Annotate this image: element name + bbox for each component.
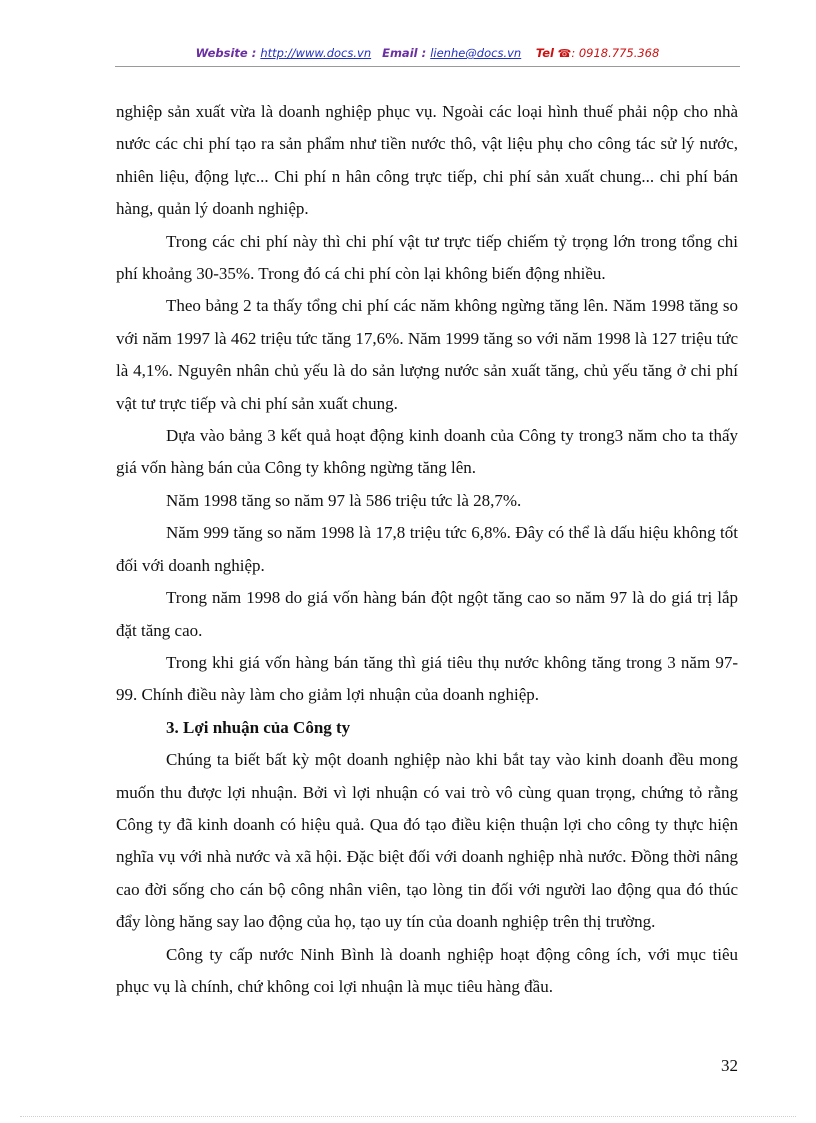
tel-number: : 0918.775.368	[571, 46, 660, 60]
body-paragraph: Theo bảng 2 ta thấy tổng chi phí các năm không ngừng tăng lên. Năm 1998 tăng so với năm 1997 là 462 triệu tức tăng 17,6%. Năm 1999 tăng so với năm 1998 là 127 triệu tức là 4,1%. Nguyên nhân chủ yếu là do sản lượng nước sản xuất tăng, chủ yếu tăng ở chi phí vật tư trực tiếp và chi phí sản xuất chung.	[116, 296, 738, 413]
email-link[interactable]: lienhe@docs.vn	[430, 46, 522, 60]
document-body	[116, 96, 738, 1003]
page-number: 32	[721, 1056, 738, 1075]
email-separator: :	[417, 46, 431, 60]
body-paragraph: Công ty cấp nước Ninh Bình là doanh nghiệp hoạt động công ích, với mục tiêu phục vụ là chính, chứ không coi lợi nhuận là mục tiêu hàng đầu.	[116, 944, 738, 996]
body-paragraph: nghiệp sản xuất vừa là doanh nghiệp phục vụ. Ngoài các loại hình thuế phải nộp cho nhà nước các chi phí tạo ra sản phẩm như tiền nước thô, vật liệu phụ cho công tác sử lý nước, nhiên liệu, động lực... Chi phí n hân công trực tiếp, chi phí sản xuất chung... chi phí bán hàng, quản lý doanh nghiệp.	[116, 102, 738, 219]
website-link[interactable]: http://www.docs.vn	[260, 46, 372, 60]
body-paragraph: Trong các chi phí này thì chi phí vật tư trực tiếp chiếm tỷ trọng lớn trong tổng chi phí khoảng 30-35%. Trong đó cá chi phí còn lại không biến động nhiều.	[116, 231, 738, 284]
website-label: Website	[195, 46, 248, 60]
body-paragraph: Năm 999 tăng so năm 1998 là 17,8 triệu tức 6,8%. Đây có thể là dấu hiệu không tốt đối với doanh nghiệp.	[116, 523, 738, 575]
page-bottom-border	[20, 1116, 796, 1117]
website-separator: :	[247, 46, 261, 60]
email-label: Email	[382, 46, 418, 60]
phone-icon: ☎	[557, 47, 572, 60]
body-paragraph: Trong khi giá vốn hàng bán tăng thì giá tiêu thụ nước không tăng trong 3 năm 97-99. Chính điều này làm cho giảm lợi nhuận của doanh nghiệp.	[116, 652, 738, 705]
tel-label: Tel	[535, 46, 554, 60]
page-header	[115, 46, 740, 60]
body-paragraph: Chúng ta biết bất kỳ một doanh nghiệp nào khi bắt tay vào kinh doanh đều mong muốn thu được lợi nhuận. Bởi vì lợi nhuận có vai trò vô cùng quan trọng, chứng tỏ rằng Công ty đã kinh doanh có hiệu quả. Qua đó tạo điều kiện thuận lợi cho công ty thực hiện nghĩa vụ với nhà nước và xã hội. Đặc biệt đối với doanh nghiệp nhà nước. Đồng thời nâng cao đời sống cho cán bộ công nhân viên, tạo lòng tin đối với người lao động qua đó thúc đẩy lòng hăng say lao động của họ, tạo uy tín của doanh nghiệp trên thị trường.	[116, 750, 738, 932]
body-paragraph: Trong năm 1998 do giá vốn hàng bán đột ngột tăng cao so năm 97 là do giá trị lắp đặt tăng cao.	[116, 588, 738, 640]
section-heading: 3. Lợi nhuận của Công ty	[166, 717, 351, 737]
header-divider	[115, 66, 740, 67]
body-paragraph: Năm 1998 tăng so năm 97 là 586 triệu tức là 28,7%.	[166, 490, 522, 510]
body-paragraph: Dựa vào bảng 3 kết quả hoạt động kinh doanh của Công ty trong3 năm cho ta thấy giá vốn hàng bán của Công ty không ngừng tăng lên.	[116, 426, 738, 478]
